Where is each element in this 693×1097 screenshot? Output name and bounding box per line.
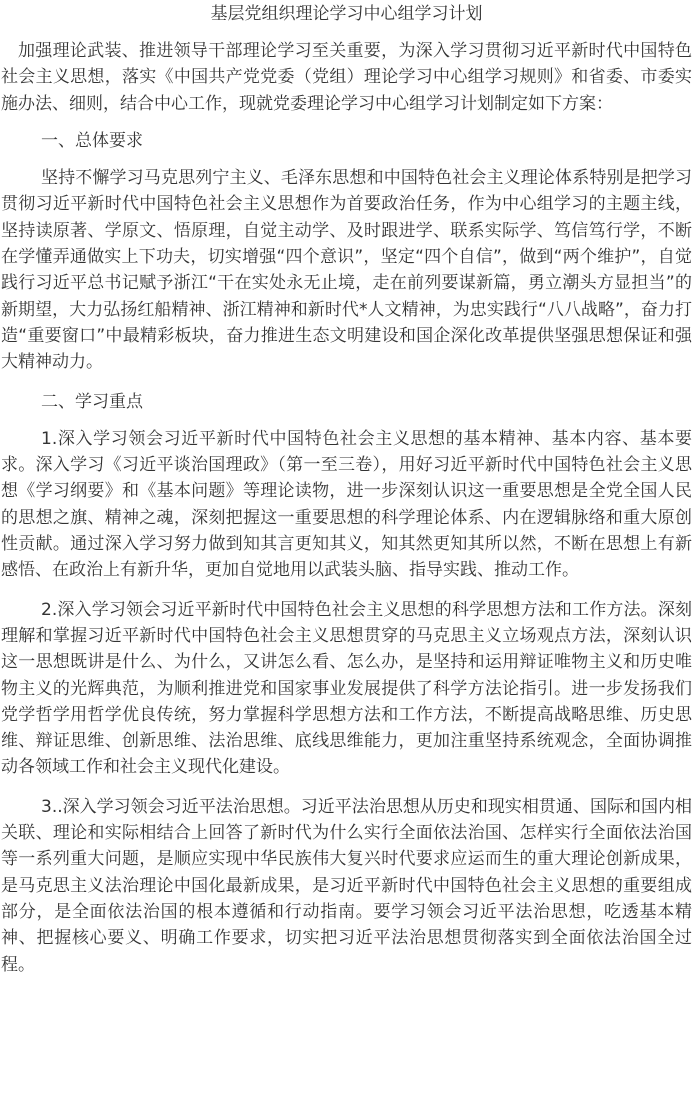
section-1-paragraph-1: 坚持不懈学习马克思列宁主义、毛泽东思想和中国特色社会主义理论体系特别是把学习贯彻习近平新时代中国特色社会主义思想作为首要政治任务，作为中心组学习的主题主线，坚持读原著、学原文、悟原理，自觉主动学、及时跟进学、联系实际学、笃信笃行学，不断在学懂弄通做实上下功夫，切实增强“四个意识”，坚定“四个自信”，做到“两个维护”，自觉践行习近平总书记赋予浙江“干在实处永无止境，走在前列要谋新篇，勇立潮头方显担当”的新期望，大力弘扬红船精神、浙江精神和新时代*人文精神，为忠实践行“八八战略”，奋力打造“重要窗口”中最精彩板块，奋力推进生态文明建设和国企深化改革提供坚强思想保证和强大精神动力。 xyxy=(1,168,692,373)
section-2-paragraph-1: 1.深入学习领会习近平新时代中国特色社会主义思想的基本精神、基本内容、基本要求。深入学习《习近平谈治国理政》（第一至三卷），用好习近平新时代中国特色社会主义思想《学习纲要》和《基本问题》等理论读物，进一步深刻认识这一重要思想是全党全国人民的思想之旗、精神之魂，深刻把握这一重要思想的科学理论体系、内在逻辑脉络和重大原创性贡献。通过深入学习努力做到知其言更知其义，知其然更知其所以然，不断在思想上有新感悟、在政治上有新升华，更加自觉地用以武装头脑、指导实践、推动工作。 xyxy=(1,428,692,581)
document-title: 基层党组织理论学习中心组学习计划 xyxy=(210,4,483,24)
section-2-heading: 二、学习重点 xyxy=(41,391,143,412)
section-1-heading: 一、总体要求 xyxy=(41,130,143,151)
section-2-paragraph-3: 3..深入学习领会习近平法治思想。习近平法治思想从历史和现实相贯通、国际和国内相关联、理论和实际相结合上回答了新时代为什么实行全面依法治国、怎样实行全面依法治国等一系列重大问题，是顺应实现中华民族伟大复兴时代要求应运而生的重大理论创新成果，是马克思主义法治理论中国化最新成果，是习近平新时代中国特色社会主义思想的重要组成部分，是全面依法治国的根本遵循和行动指南。要学习领会习近平法治思想，吃透基本精神、把握核心要义、明确工作要求，切实把习近平法治思想贯彻落实到全面依法治国全过程。 xyxy=(1,796,692,975)
section-2-paragraph-2: 2.深入学习领会习近平新时代中国特色社会主义思想的科学思想方法和工作方法。深刻理解和掌握习近平新时代中国特色社会主义思想贯穿的马克思主义立场观点方法，深刻认识这一思想既讲是什么、为什么，又讲怎么看、怎么办，是坚持和运用辩证唯物主义和历史唯物主义的光辉典范，为顺利推进党和国家事业发展提供了科学方法论指引。进一步发扬我们党学哲学用哲学优良传统，努力掌握科学思想方法和工作方法，不断提高战略思维、历史思维、辩证思维、创新思维、法治思维、底线思维能力，更加注重坚持系统观念，全面协调推动各领域工作和社会主义现代化建设。 xyxy=(1,599,692,778)
intro-paragraph: 加强理论武装、推进领导干部理论学习至关重要，为深入学习贯彻习近平新时代中国特色社会主义思想，落实《中国共产党党委（党组）理论学习中心组学习规则》和省委、市委实施办法、细则，结合中心工作，现就党委理论学习中心组学习计划制定如下方案： xyxy=(1,41,692,114)
